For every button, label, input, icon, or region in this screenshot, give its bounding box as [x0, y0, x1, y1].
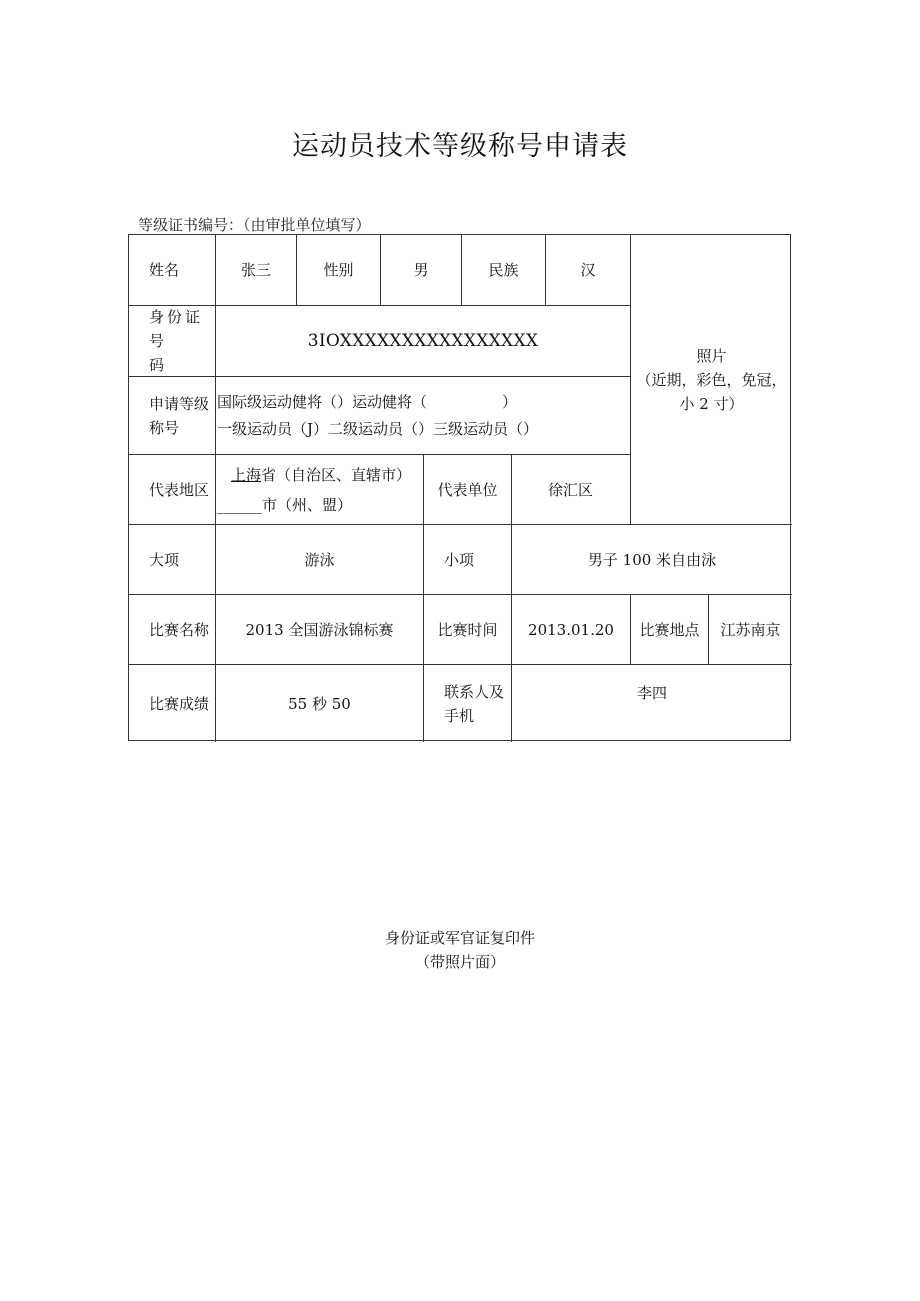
photo-label: 照片: [696, 346, 727, 365]
ethnicity-label: 民族: [488, 261, 519, 279]
gender-value[interactable]: 男: [413, 261, 429, 279]
major-event-label: 大项: [149, 550, 180, 569]
minor-event-label: 小项: [444, 550, 475, 569]
application-form-table: [128, 234, 791, 741]
result-label: 比赛成绩: [149, 694, 210, 713]
region-city-blank: ______: [217, 495, 262, 514]
name-value[interactable]: 张三: [240, 261, 271, 279]
photo-placeholder[interactable]: [631, 235, 792, 524]
grade-options-line1: 国际级运动健将（）运动健将（ ）: [217, 392, 518, 411]
name-label: 姓名: [149, 261, 180, 279]
photo-requirement: （近期，彩色，免冠，: [636, 370, 787, 389]
unit-value[interactable]: 徐汇区: [548, 480, 594, 499]
unit-label: 代表单位: [437, 480, 498, 499]
region-city-suffix: 市（州、盟）: [262, 495, 353, 514]
major-event-value[interactable]: 游泳: [304, 550, 335, 569]
id-number-label: 身份证号 码: [149, 308, 204, 374]
grade-options-line2: 一级运动员（J）二级运动员（）三级运动员（）: [217, 419, 539, 438]
region-province: 上海: [231, 465, 262, 484]
contact-value[interactable]: 李四: [636, 684, 667, 702]
photo-size: 小 2 寸）: [679, 394, 744, 413]
minor-event-value[interactable]: 男子 100 米自由泳: [587, 550, 717, 569]
competition-place-value[interactable]: 江苏南京: [720, 620, 781, 639]
contact-label: 联系人及 手机: [444, 682, 505, 725]
competition-name-value[interactable]: 2013 全国游泳锦标赛: [245, 620, 394, 639]
competition-name-label: 比赛名称: [149, 620, 210, 639]
competition-time-label: 比赛时间: [437, 620, 498, 639]
gender-label: 性别: [323, 261, 354, 279]
competition-time-value[interactable]: 2013.01.20: [528, 620, 614, 639]
region-value[interactable]: [217, 455, 423, 524]
grade-options[interactable]: [217, 377, 630, 454]
id-copy-instruction: 身份证或军官证复印件: [384, 929, 535, 947]
grade-label: 申请等级 称号: [149, 394, 210, 437]
competition-place-label: 比赛地点: [639, 620, 700, 639]
result-value[interactable]: 55 秒 50: [288, 694, 351, 713]
cert-number-line: 等级证书编号：（由审批单位填写）: [138, 216, 371, 234]
id-copy-note: （带照片面）: [414, 953, 505, 971]
page-title: 运动员技术等级称号申请表: [292, 131, 628, 162]
id-number-value[interactable]: 3IOXXXXXXXXXXXXXXXX: [307, 331, 539, 351]
region-province-suffix: 省（自治区、直辖市）: [261, 465, 412, 484]
ethnicity-value[interactable]: 汉: [580, 261, 596, 279]
region-label: 代表地区: [149, 480, 210, 499]
